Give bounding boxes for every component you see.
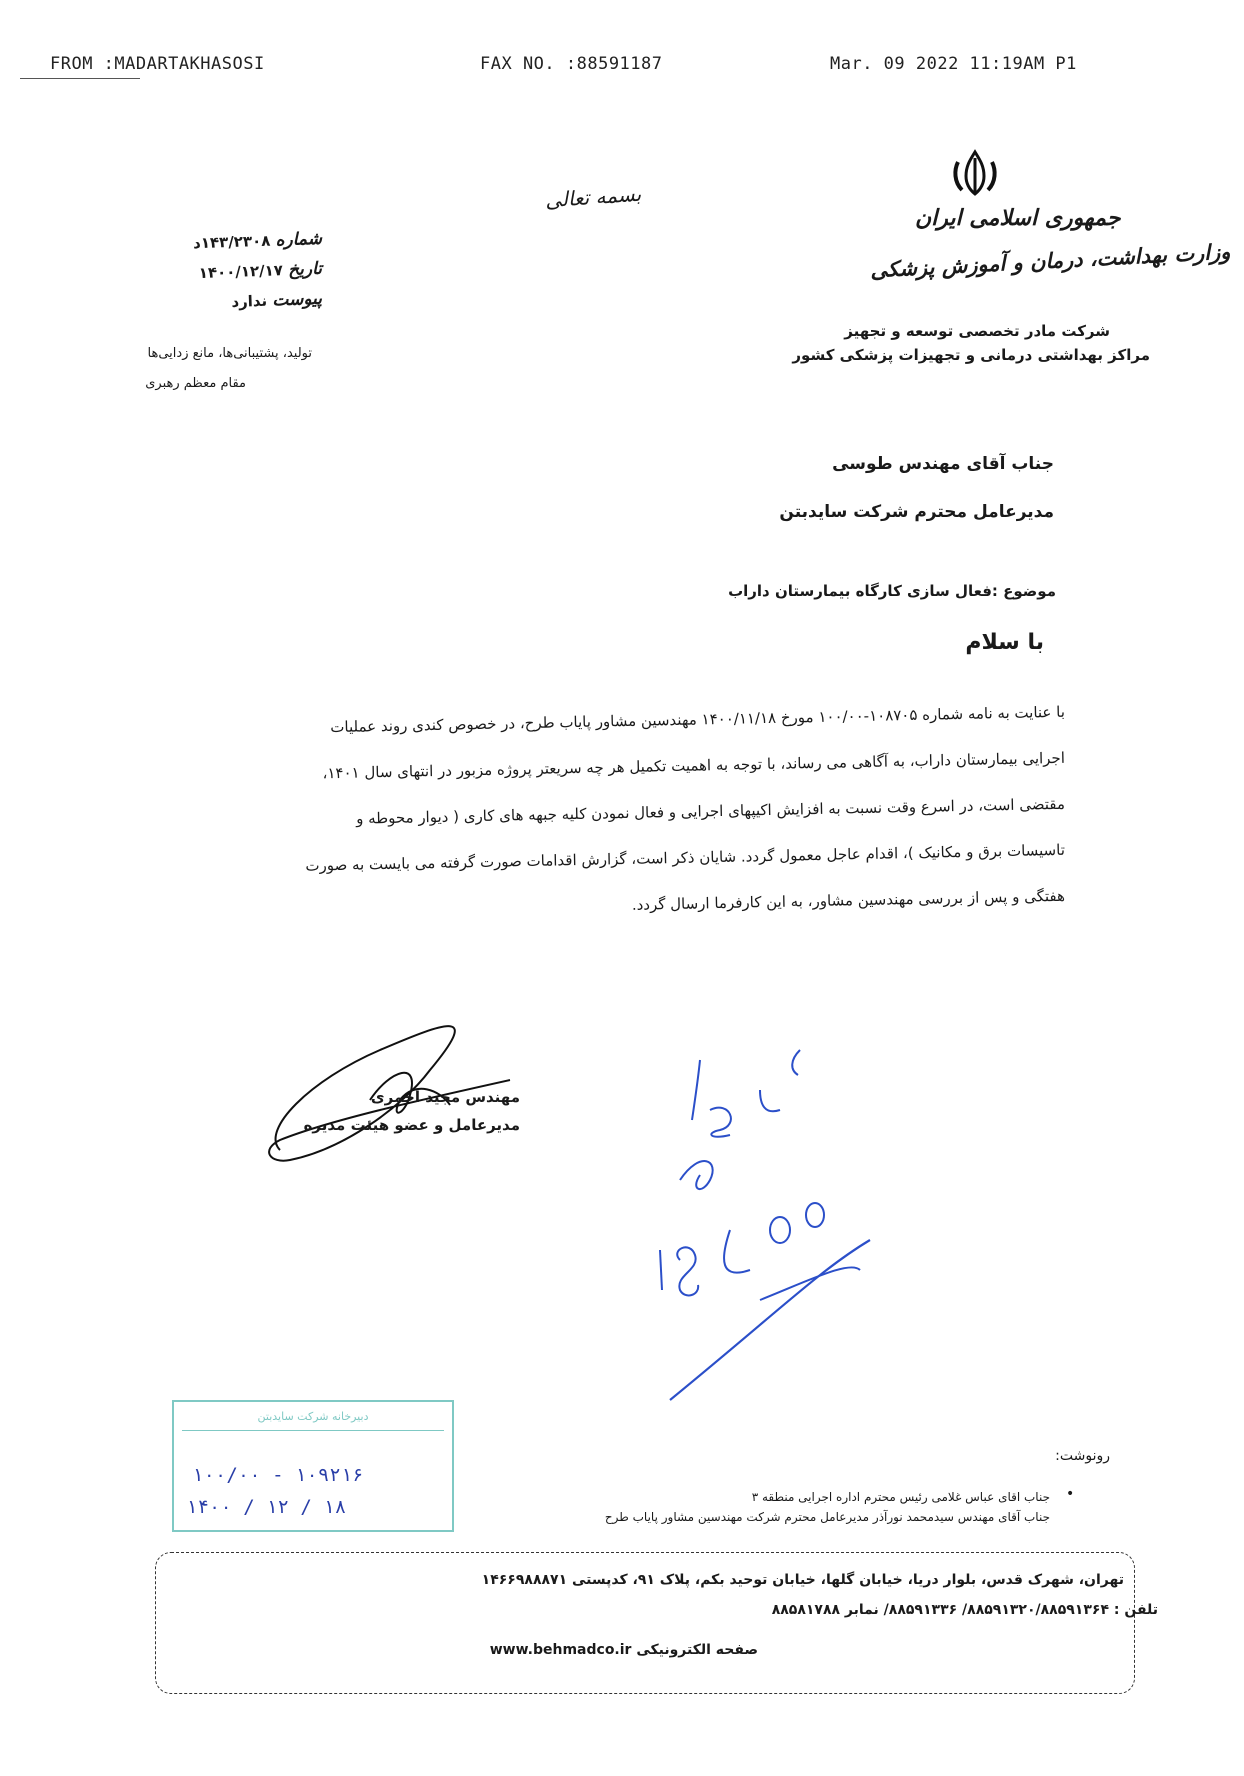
recipient-name: جناب آقای مهندس طوسی: [832, 454, 1054, 474]
letter-attachment: [140, 289, 323, 315]
letter-attachment-value: ندارد: [231, 291, 268, 311]
body-line: تاسیسات برق و مکانیک )، اقدام عاجل معمول گردد. شایان ذکر است، گزارش اقدامات صورت گرفته می بایست به صورت: [305, 840, 1066, 875]
greeting: با سلام: [965, 630, 1044, 655]
bismillah: بسمه تعالی: [544, 181, 642, 213]
fax-from-underline: [20, 78, 140, 79]
stamp-number: ۱۰۰/۰۰ - ۱۰۹۲۱۶: [192, 1464, 364, 1486]
letter-date: [140, 259, 323, 285]
fax-from: FROM :MADARTAKHASOSI: [50, 54, 265, 74]
letter-date-label: تاریخ: [287, 258, 323, 280]
signer-name: مهندس مجید احمری: [370, 1088, 520, 1106]
stamp-divider: [182, 1430, 444, 1431]
cc-item: جناب اقای عباس غلامی رئیس محترم اداره اجرایی منطقه ۳: [751, 1490, 1050, 1504]
cc-item: جناب آقای مهندس سیدمحمد نورآذر مدیرعامل محترم شرکت مهندسین مشاور پایاب طرح: [604, 1510, 1050, 1524]
recipient-title: مدیرعامل محترم شرکت سایدبتن: [779, 502, 1054, 522]
receipt-stamp: [172, 1400, 454, 1532]
bullet-icon: •: [1066, 1486, 1075, 1502]
letter-subject: موضوع :فعال سازی کارگاه بیمارستان داراب: [728, 582, 1056, 600]
motto-line-2: مقام معظم رهبری: [145, 376, 246, 391]
company-line-2: مراکز بهداشتی درمانی و تجهیزات پزشکی کشور: [792, 346, 1150, 364]
ministry-title: وزارت بهداشت، درمان و آموزش پزشکی: [869, 238, 1231, 283]
stamp-date: ۱۴۰۰ / ۱۲ / ۱۸: [186, 1496, 347, 1518]
letter-number: [140, 229, 323, 255]
letter-number-value: ۱۴۳/۲۳۰۸د: [192, 231, 271, 253]
iran-emblem-icon: [950, 148, 1000, 198]
company-line-1: شرکت مادر تخصصی توسعه و تجهیز: [844, 322, 1110, 340]
footer-website: صفحه الکترونیکی www.behmadco.ir: [489, 1642, 758, 1658]
body-line: با عنایت به نامه شماره ۱۰۸۷۰۵-۱۰۰/۰۰ مورخ ۱۴۰۰/۱۱/۱۸ مهندسین مشاور پایاب طرح، در خصوص کندی روند عملیات: [330, 702, 1066, 737]
cc-label: رونوشت:: [1055, 1448, 1110, 1464]
letter-attachment-label: پیوست: [272, 288, 323, 311]
fax-number: FAX NO. :88591187: [480, 54, 663, 74]
signer-title: مدیرعامل و عضو هیئت مدیره: [303, 1116, 520, 1134]
fax-date: Mar. 09 2022 11:19AM P1: [830, 54, 1077, 74]
body-line: اجرایی بیمارستان داراب، به آگاهی می رساند، با توجه به اهمیت تکمیل هر چه سریعتر پروژه مزبور در انتهای سال ۱۴۰۱،: [322, 748, 1066, 783]
letter-date-value: ۱۴۰۰/۱۲/۱۷: [198, 261, 284, 283]
republic-title: جمهوری اسلامی ایران: [915, 205, 1121, 231]
footer-address: تهران، شهرک قدس، بلوار دریا، خیابان گلها، خیابان توحید بکم، پلاک ۹۱، کدپستی ۱۴۶۶۹۸۸۸۷۱: [481, 1572, 1124, 1588]
handwritten-note: [640, 1030, 970, 1410]
body-line: هفتگی و پس از بررسی مهندسین مشاور، به این کارفرما ارسال گردد.: [631, 886, 1066, 914]
motto-line-1: تولید، پشتیبانی‌ها، مانع زدایی‌ها: [147, 346, 312, 361]
stamp-header: دبیرخانه شرکت سایدبتن: [257, 1410, 369, 1423]
letter-number-label: شماره: [275, 228, 323, 251]
body-line: مقتضی است، در اسرع وقت نسبت به افزایش اکیپهای اجرایی و فعال نمودن کلیه جبهه های کاری ( دیوار محوطه و: [355, 794, 1066, 828]
footer-phone: تلفن : ۸۸۵۹۱۳۲۰/۸۸۵۹۱۳۶۴/ ۸۸۵۹۱۳۳۶/ نمابر ۸۸۵۸۱۷۸۸: [771, 1602, 1158, 1618]
